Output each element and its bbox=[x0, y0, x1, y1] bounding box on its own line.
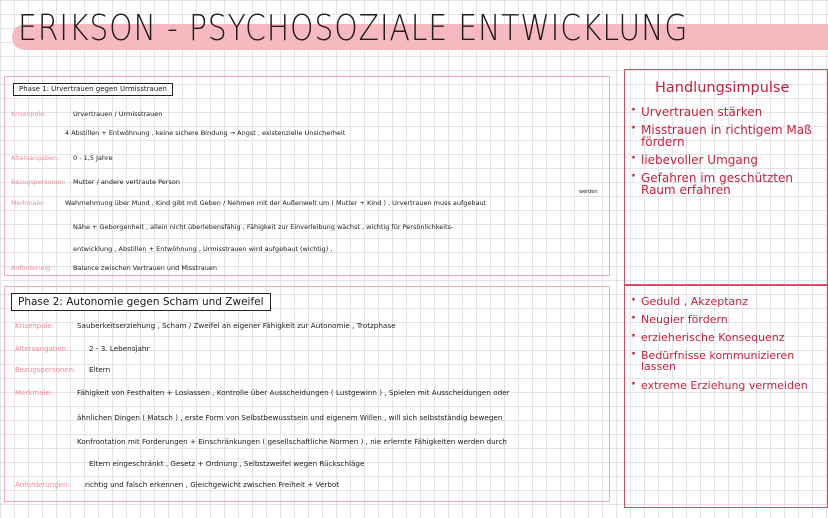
phase-1-bezugspersonen: Mutter / andere vertraute Person bbox=[73, 178, 180, 186]
impulses-title: Handlungsimpulse bbox=[655, 80, 790, 96]
list-item: · Gefahren im geschützten Raum erfahren bbox=[631, 172, 821, 196]
list-item: · Neugier fördern bbox=[631, 314, 821, 325]
phase-1-krisenpole-label: Krisenpole: bbox=[11, 111, 47, 118]
phase-2-anforderungen: richtig und falsch erkennen , Gleichgewicht zwischen Freiheit + Verbot bbox=[85, 480, 340, 489]
phase-2-merkmale-line-1: Fähigkeit von Festhalten + Loslassen , Kontrolle über Ausscheidungen ( Lustgewinn ) , Spielen mit Ausscheidungen oder bbox=[77, 388, 510, 397]
phase-2-merkmale-line-2: ähnlichen Dingen ( Matsch ) , erste Form von Selbstbewusstsein und eigenem Willen , will sich selbstständig bewegen bbox=[77, 413, 503, 422]
list-item: · extreme Erziehung vermeiden bbox=[631, 380, 821, 391]
phase-1-bezugspersonen-label: Bezugspersonen: bbox=[11, 179, 66, 186]
list-item: · Misstrauen in richtigem Maß fördern bbox=[631, 124, 821, 148]
phase-2-anforderungen-label: Anforderungen: bbox=[15, 481, 70, 489]
phase-2-krisenpole-label: Krisenpole: bbox=[15, 322, 55, 330]
phase-2-krisenpole: Sauberkeitserziehung , Scham / Zweifel an eigener Fähigkeit zur Autonomie , Trotzphase bbox=[77, 321, 396, 330]
impulses-phase-1-box bbox=[624, 69, 828, 285]
phase-2-bezugspersonen-label: Bezugspersonen: bbox=[15, 366, 76, 374]
phase-1-anforderung: Balance zwischen Vertrauen und Misstrauen bbox=[73, 264, 217, 272]
phase-1-heading: Phase 1: Urvertrauen gegen Urmisstrauen bbox=[13, 83, 173, 96]
impulses-phase-2-list bbox=[631, 296, 821, 398]
list-item: · Urvertrauen stärken bbox=[631, 106, 821, 118]
phase-2-merkmale-line-3: Konfrontation mit Forderungen + Einschränkungen ( gesellschaftliche Normen ) , nie erlernte Fähigkeiten werden durch bbox=[77, 437, 507, 446]
phase-2-altersangaben-label: Altersangaben: bbox=[15, 345, 69, 353]
phase-2-panel bbox=[4, 286, 610, 502]
phase-1-altersangaben: 0 - 1,5 Jahre bbox=[73, 154, 113, 162]
list-item: · Geduld , Akzeptanz bbox=[631, 296, 821, 307]
page-title: ERIKSON - PSYCHOSOZIALE ENTWICKLUNG bbox=[18, 8, 689, 49]
impulses-phase-1-list bbox=[631, 106, 821, 202]
phase-1-merkmale-line-2: Nähe + Geborgenheit , allein nicht überlebensfähig , Fähigkeit zur Einverleibung wächst , wichtig für Persönlichkeits- bbox=[73, 223, 454, 231]
list-item: · erzieherische Konsequenz bbox=[631, 332, 821, 343]
phase-1-merkmale-line-3: entwicklung , Abstillen + Entwöhnung , Urmisstrauen wird aufgebaut (wichtig) , bbox=[73, 245, 333, 253]
phase-1-krisenpole-note: 4 Abstillen + Entwöhnung , keine sichere Bindung → Angst , existenzielle Unsicherheit bbox=[65, 129, 346, 137]
list-item: · liebevoller Umgang bbox=[631, 154, 821, 166]
list-item: · Bedürfnisse kommunizieren lassen bbox=[631, 350, 821, 372]
phase-1-altersangaben-label: Altersangaben: bbox=[11, 155, 59, 162]
phase-2-bezugspersonen: Eltern bbox=[89, 365, 111, 374]
phase-1-merkmale-line-1: Wahrnehmung über Mund , Kind gibt mit Geben / Nehmen mit der Außenwelt um ( Mutter + Kind ) , Urvertrauen muss aufgebaut bbox=[65, 199, 487, 207]
phase-1-merkmale-superscript: werden bbox=[579, 189, 598, 195]
phase-2-altersangaben: 2 - 3. Lebensjahr bbox=[89, 344, 150, 353]
phase-2-merkmale-label: Merkmale: bbox=[15, 389, 52, 397]
phase-1-panel bbox=[4, 76, 610, 276]
impulses-phase-2-box bbox=[624, 285, 828, 508]
phase-1-merkmale-label: Merkmale: bbox=[11, 200, 45, 207]
phase-2-merkmale-line-4: Eltern eingeschränkt , Gesetz + Ordnung , Selbstzweifel wegen Rückschläge bbox=[89, 459, 365, 468]
phase-2-heading: Phase 2: Autonomie gegen Scham und Zweifel bbox=[11, 293, 271, 311]
phase-1-anforderung-label: Anforderung: bbox=[11, 265, 53, 272]
phase-1-krisenpole: Urvertrauen / Urmisstrauen bbox=[73, 110, 163, 118]
